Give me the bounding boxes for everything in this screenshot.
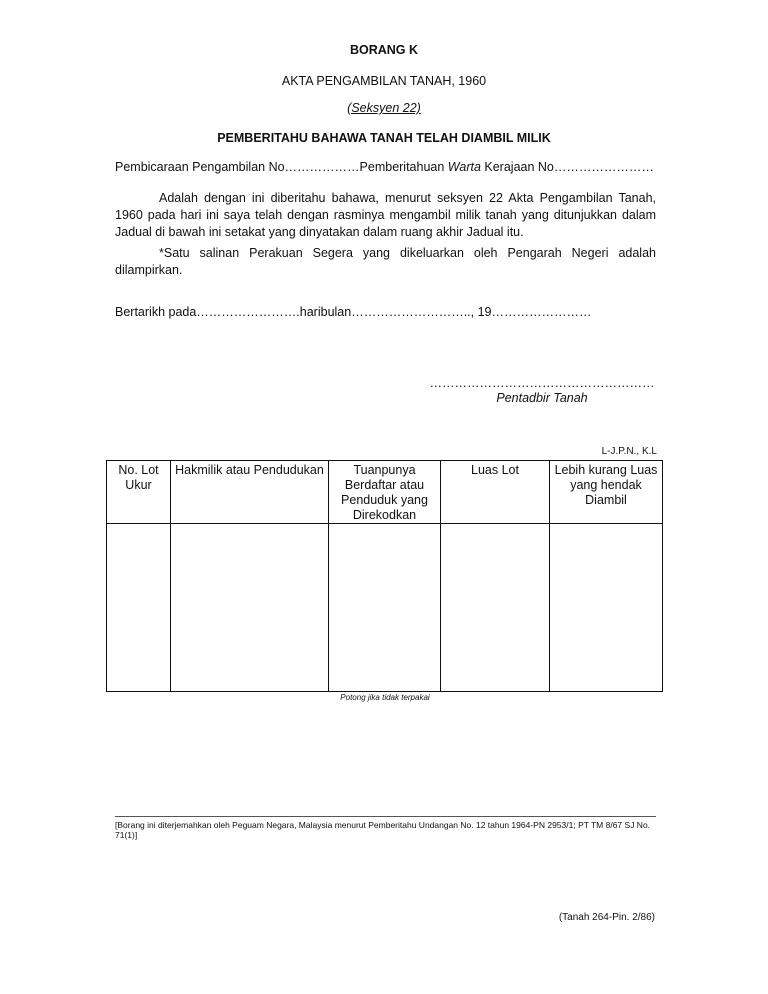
table-cell: [329, 524, 441, 692]
form-code: L-J.P.N., K.L: [601, 446, 657, 457]
table-cell: [107, 524, 171, 692]
table-row: [107, 524, 663, 692]
form-title: BORANG K: [349, 43, 419, 57]
header-title-occupation: Hakmilik atau Pendudukan: [171, 461, 329, 524]
signature-line: ………………………………………………: [429, 376, 655, 390]
notice-heading: PEMBERITAHU BAHAWA TANAH TELAH DIAMBIL MILIK: [217, 131, 551, 145]
header-registered-owner: Tuanpunya Berdaftar atau Penduduk yang Direkodkan: [329, 461, 441, 524]
reference-line-part1: Pembicaraan Pengambilan No………………Pemberitahuan: [115, 160, 448, 174]
reference-line: [115, 160, 656, 174]
attachment-paragraph: *Satu salinan Perakuan Segera yang dikeluarkan oleh Pengarah Negeri adalah dilampirkan.: [115, 246, 656, 277]
page-code: (Tanah 264-Pin. 2/86): [558, 912, 655, 923]
header-area-to-acquire: Lebih kurang Luas yang hendak Diambil: [550, 461, 663, 524]
table-cell: [171, 524, 329, 692]
reference-line-italic: Warta: [447, 160, 481, 174]
header-lot-no: No. Lot Ukur: [107, 461, 171, 524]
schedule-table: [106, 460, 663, 692]
date-line: Bertarikh pada…………………….haribulan……………………….., 19……………………: [115, 305, 592, 319]
header-lot-area: Luas Lot: [441, 461, 550, 524]
signatory-title: Pentadbir Tanah: [496, 391, 588, 405]
table-cell: [441, 524, 550, 692]
notice-paragraph: Adalah dengan ini diberitahu bahawa, menurut seksyen 22 Akta Pengambilan Tanah, 1960 pada hari ini saya telah dengan rasminya mengambil milik tanah yang ditunjukkan dalam Jadual di bawah ini setakat yang dinyatakan dalam ruang akhir Jadual itu.: [115, 191, 656, 239]
section-reference: (Seksyen 22): [347, 101, 421, 115]
footnote: [Borang ini diterjemahkan oleh Peguam Negara, Malaysia menurut Pemberitahu Undangan No. 12 tahun 1964-PN 2953/1; PT TM 8/67 SJ No. 71(1)]: [115, 820, 651, 840]
table-cell: [550, 524, 663, 692]
table-note: Potong jika tidak terpakai: [340, 693, 430, 702]
reference-line-part2: Kerajaan No……………………: [480, 160, 654, 174]
table-header-row: [107, 461, 663, 524]
footnote-divider: [115, 816, 656, 817]
act-title: AKTA PENGAMBILAN TANAH, 1960: [281, 74, 487, 88]
